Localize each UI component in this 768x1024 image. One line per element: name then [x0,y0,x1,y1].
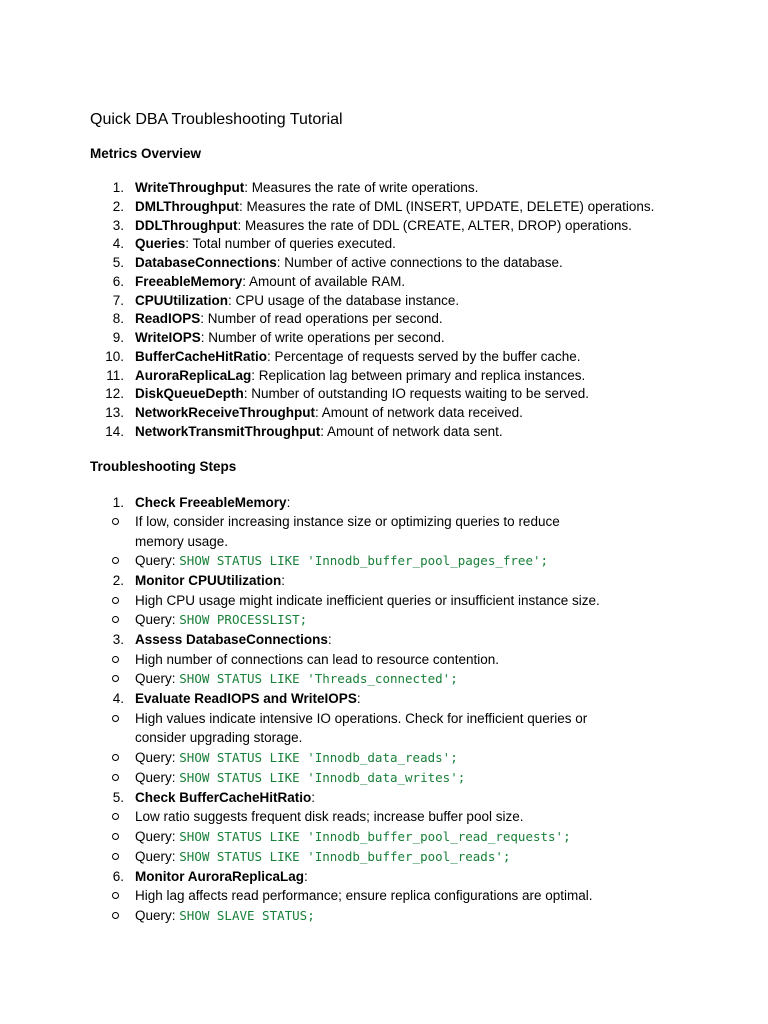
step-details [90,886,730,926]
list-number: 3. [112,632,124,647]
list-number: 5. [112,789,124,805]
hollow-bullet-icon [112,833,119,840]
list-number: 8. [112,311,124,327]
metric-description: : Measures the rate of write operations. [244,180,479,195]
metric-term: ReadIOPS [135,311,201,327]
troubleshooting-steps-heading: Troubleshooting Steps [90,458,237,474]
note-text: High values indicate intensive IO operations. Check for inefficient queries or consider upgrading storage. [135,710,588,745]
hollow-bullet-icon [112,656,119,663]
step-query [90,768,730,788]
metric-item [90,235,730,254]
metric-term: NetworkTransmitThroughput [135,423,321,439]
metric-item [90,367,730,386]
step-query [90,847,730,867]
list-number: 2. [112,573,124,588]
step-note [90,512,730,551]
query-label: Query: [135,769,180,785]
hollow-bullet-icon [112,715,119,722]
step-note [90,886,730,906]
step-details [90,650,730,690]
step-query [90,906,730,926]
list-number: 2. [112,198,124,214]
metrics-overview-heading: Metrics Overview [90,146,202,161]
sql-query-code: SHOW SLAVE STATUS; [179,907,315,923]
step-item [90,571,730,630]
step-title-suffix: : [286,494,291,510]
sql-query-code: SHOW STATUS LIKE 'Innodb_buffer_pool_pages_free'; [179,553,549,568]
list-number: 4. [112,691,124,706]
step-note [90,591,730,611]
step-title: Check BufferCacheHitRatio [135,789,312,805]
metric-term: FreeableMemory [135,273,243,289]
list-number: 7. [112,292,124,308]
sql-query-code: SHOW STATUS LIKE 'Innodb_buffer_pool_reads'; [179,848,511,864]
step-query [90,827,730,847]
metric-term: DMLThroughput [135,198,239,214]
metric-item [90,217,730,236]
document-page [90,108,730,926]
hollow-bullet-icon [112,813,119,820]
metric-description: : Measures the rate of DML (INSERT, UPDATE, DELETE) operations. [238,198,655,214]
metric-item [90,310,730,329]
metric-term: DiskQueueDepth [135,386,244,402]
hollow-bullet-icon [112,912,119,919]
list-number: 1. [112,494,124,510]
list-number: 3. [112,217,124,233]
step-query [90,551,730,571]
step-title-suffix: : [311,789,316,805]
step-details [90,709,730,788]
hollow-bullet-icon [112,754,119,761]
metric-term: CPUUtilization [135,292,228,308]
metric-description: : Percentage of requests served by the buffer cache. [267,348,581,364]
step-title: Check FreeableMemory [135,494,287,510]
step-details [90,807,730,867]
metric-description: : Replication lag between primary and replica instances. [251,367,586,383]
step-note [90,709,730,748]
step-title: Assess DatabaseConnections [135,632,328,647]
list-number: 6. [112,868,124,884]
metric-term: DDLThroughput [135,217,238,233]
metric-item [90,404,730,423]
query-label: Query: [135,828,180,844]
metric-description: : Total number of queries executed. [185,236,396,252]
hollow-bullet-icon [112,616,119,623]
list-number: 1. [112,180,124,195]
step-query [90,610,730,630]
troubleshooting-steps-list [90,493,730,926]
list-number: 11. [106,367,124,383]
metric-item [90,348,730,367]
metric-term: Queries [135,236,186,252]
list-number: 9. [112,330,124,345]
step-title-suffix: : [281,573,285,588]
list-number: 14. [105,423,124,439]
metric-description: : Amount of available RAM. [242,273,406,289]
metric-term: WriteIOPS [135,330,201,345]
page-title: Quick DBA Troubleshooting Tutorial [90,111,343,128]
metric-description: : Amount of network data received. [315,405,523,420]
query-label: Query: [135,848,180,864]
hollow-bullet-icon [112,853,119,860]
step-item [90,493,730,572]
metric-item [90,273,730,292]
step-query [90,669,730,689]
metric-description: : Number of write operations per second. [200,330,445,345]
step-note [90,650,730,670]
note-text: High CPU usage might indicate inefficient queries or insufficient instance size. [135,592,600,608]
metric-item [90,198,730,217]
metric-item [90,179,730,198]
step-query [90,748,730,768]
metric-item [90,423,730,442]
note-text: High number of connections can lead to resource contention. [135,651,499,667]
metric-item [90,292,730,311]
metric-term: NetworkReceiveThroughput [135,405,316,420]
list-number: 13. [105,405,124,420]
step-note [90,807,730,827]
note-text: If low, consider increasing instance size or optimizing queries to reduce memory usage. [135,514,560,549]
metric-description: : Amount of network data sent. [320,423,503,439]
step-title: Monitor CPUUtilization [135,573,282,588]
hollow-bullet-icon [112,892,119,899]
metric-description: : Number of active connections to the database. [276,255,563,270]
note-text: Low ratio suggests frequent disk reads; increase buffer pool size. [135,809,524,824]
step-item [90,788,730,867]
hollow-bullet-icon [112,774,119,781]
step-title-suffix: : [327,632,332,647]
metric-item [90,254,730,273]
metric-item [90,329,730,348]
step-item [90,689,730,788]
hollow-bullet-icon [112,675,119,682]
step-title: Monitor AuroraReplicaLag [135,868,305,884]
metric-term: AuroraReplicaLag [135,367,252,383]
sql-query-code: SHOW STATUS LIKE 'Innodb_data_reads'; [179,749,458,765]
metric-term: BufferCacheHitRatio [135,348,268,364]
query-label: Query: [135,671,180,686]
metric-term: WriteThroughput [135,180,245,195]
metric-description: : Number of read operations per second. [200,311,443,327]
step-details [90,591,730,631]
note-text: High lag affects read performance; ensure replica configurations are optimal. [135,888,593,903]
sql-query-code: SHOW STATUS LIKE 'Innodb_buffer_pool_read_requests'; [179,828,571,844]
query-label: Query: [135,749,180,765]
step-item [90,630,730,689]
list-number: 6. [112,273,124,289]
step-title-suffix: : [356,691,361,706]
metric-description: : Measures the rate of DDL (CREATE, ALTER, DROP) operations. [237,217,632,233]
step-details [90,512,730,571]
sql-query-code: SHOW STATUS LIKE 'Threads_connected'; [179,671,458,686]
sql-query-code: SHOW STATUS LIKE 'Innodb_data_writes'; [179,769,466,785]
query-label: Query: [135,907,180,923]
metric-item [90,385,730,404]
metric-description: : Number of outstanding IO requests waiting to be served. [243,386,589,402]
step-item [90,867,730,926]
list-number: 5. [112,255,124,270]
list-number: 10. [105,348,124,364]
metric-description: : CPU usage of the database instance. [228,292,460,308]
list-number: 12. [105,386,124,402]
step-title: Evaluate ReadIOPS and WriteIOPS [135,691,357,706]
hollow-bullet-icon [112,518,119,525]
query-label: Query: [135,553,180,568]
query-label: Query: [135,612,180,627]
sql-query-code: SHOW PROCESSLIST; [179,612,308,627]
list-number: 4. [112,236,124,252]
hollow-bullet-icon [112,557,119,564]
hollow-bullet-icon [112,597,119,604]
metrics-list [90,179,730,442]
step-title-suffix: : [304,868,308,884]
metric-term: DatabaseConnections [135,255,277,270]
